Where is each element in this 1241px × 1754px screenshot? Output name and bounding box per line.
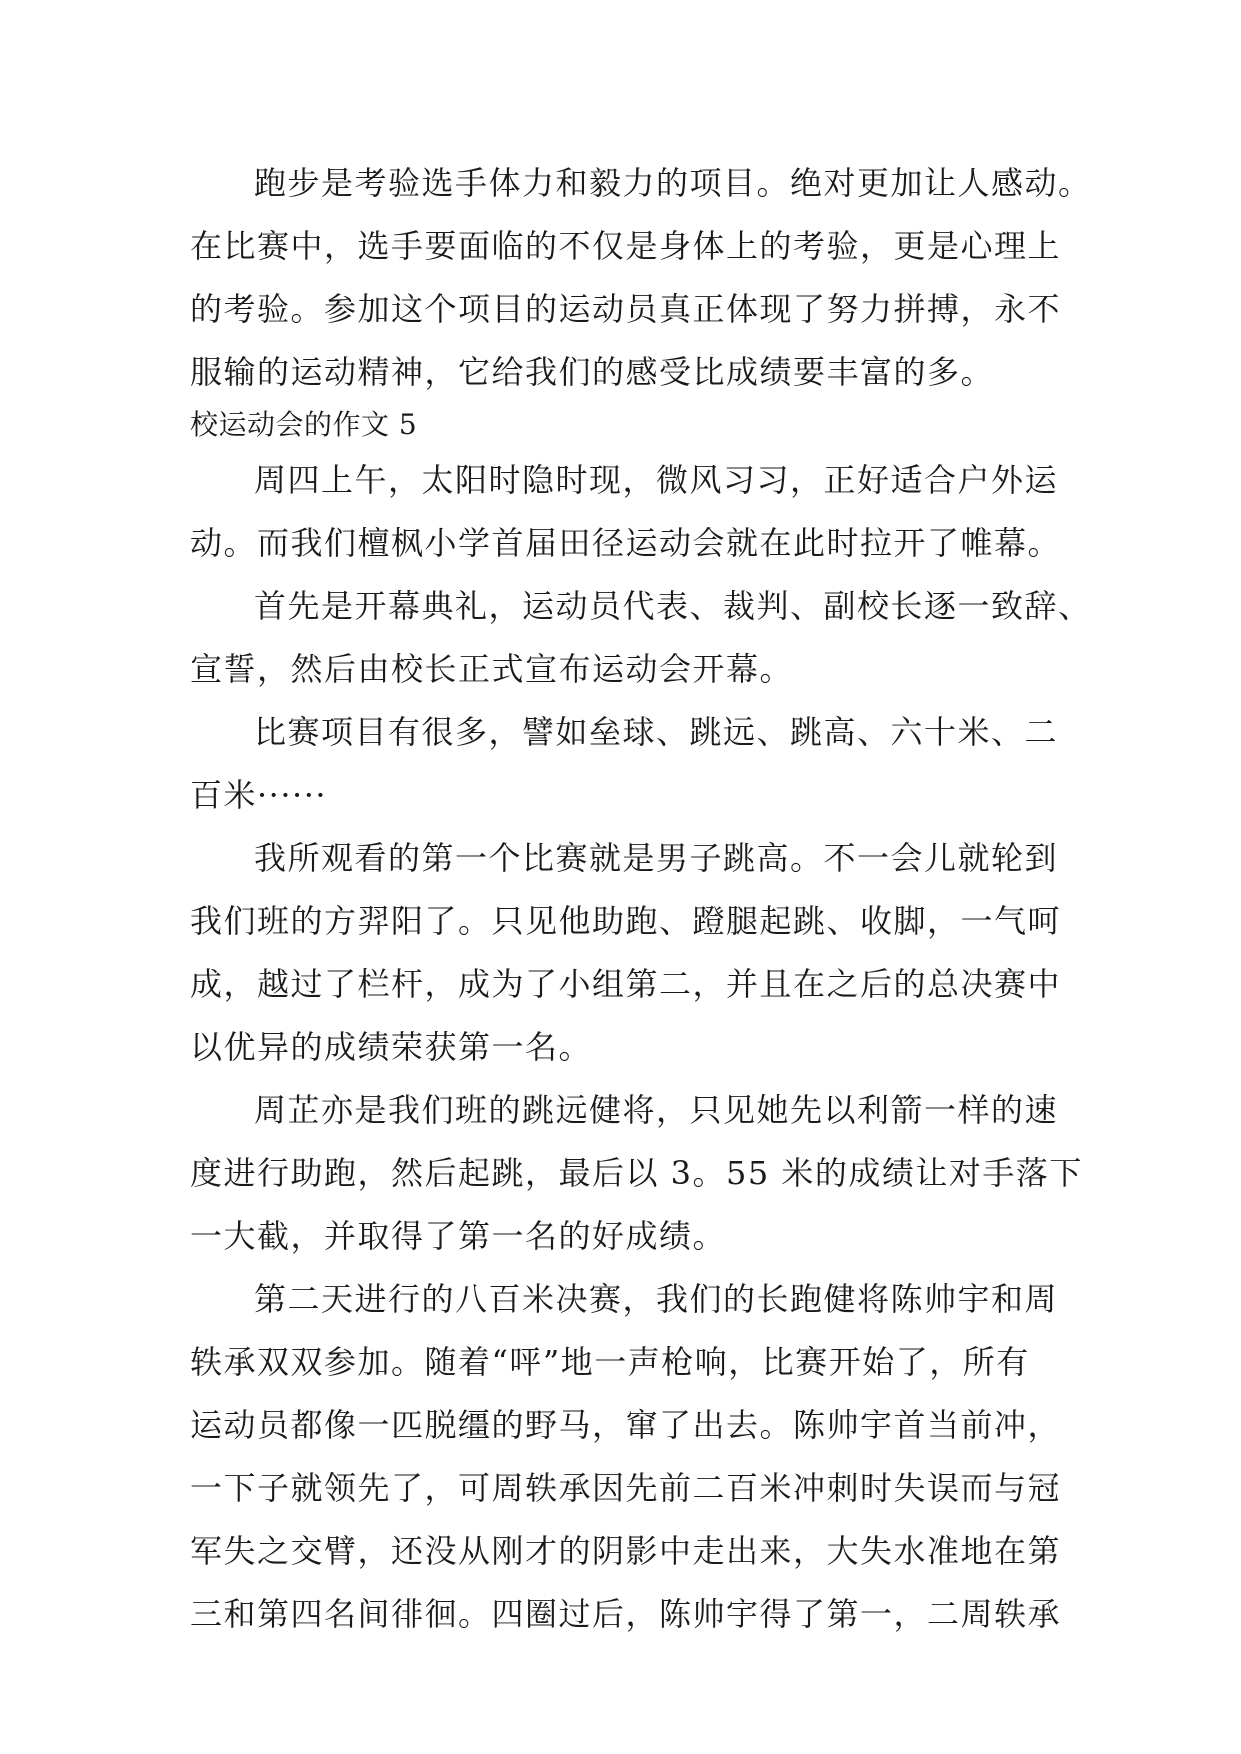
text-line: 服输的运动精神，它给我们的感受比成绩要丰富的多。 bbox=[190, 353, 995, 391]
text-line: 在比赛中，选手要面临的不仅是身体上的考验，更是心理上 bbox=[190, 227, 1062, 265]
text-line: 一下子就领先了，可周轶承因先前二百米冲刺时失误而与冠 bbox=[190, 1469, 1062, 1507]
section-heading: 校运动会的作文 5 bbox=[190, 408, 418, 441]
text-line: 我所观看的第一个比赛就是男子跳高。不一会儿就轮到 bbox=[254, 839, 1059, 877]
text-line: 轶承双双参加。随着“呯”地一声枪响，比赛开始了，所有 bbox=[190, 1343, 1030, 1381]
text-line: 动。而我们檀枫小学首届田径运动会就在此时拉开了帷幕。 bbox=[190, 524, 1062, 562]
text-line: 三和第四名间徘徊。四圈过后，陈帅宇得了第一，二周轶承 bbox=[190, 1595, 1062, 1633]
text-line: 以优异的成绩荣获第一名。 bbox=[190, 1028, 593, 1066]
text-line: 成，越过了栏杆，成为了小组第二，并且在之后的总决赛中 bbox=[190, 965, 1062, 1003]
text-line: 第二天进行的八百米决赛，我们的长跑健将陈帅宇和周 bbox=[254, 1280, 1059, 1318]
text-line: 宣誓，然后由校长正式宣布运动会开幕。 bbox=[190, 650, 794, 688]
text-line: 跑步是考验选手体力和毅力的项目。绝对更加让人感动。 bbox=[254, 164, 1092, 202]
text-line: 度进行助跑，然后起跳，最后以 3。55 米的成绩让对手落下 bbox=[190, 1154, 1083, 1192]
text-line: 首先是开幕典礼，运动员代表、裁判、副校长逐一致辞、 bbox=[254, 587, 1092, 625]
text-line: 比赛项目有很多，譬如垒球、跳远、跳高、六十米、二 bbox=[254, 713, 1059, 751]
text-line: 我们班的方羿阳了。只见他助跑、蹬腿起跳、收脚，一气呵 bbox=[190, 902, 1062, 940]
text-line: 的考验。参加这个项目的运动员真正体现了努力拼搏，永不 bbox=[190, 290, 1062, 328]
text-line: 周四上午，太阳时隐时现，微风习习，正好适合户外运 bbox=[254, 461, 1059, 499]
text-line: 军失之交臂，还没从刚才的阴影中走出来，大失水准地在第 bbox=[190, 1532, 1062, 1570]
text-line: 一大截，并取得了第一名的好成绩。 bbox=[190, 1217, 727, 1255]
text-line: 百米······ bbox=[190, 776, 328, 814]
text-line: 周芷亦是我们班的跳远健将，只见她先以利箭一样的速 bbox=[254, 1091, 1059, 1129]
text-line: 运动员都像一匹脱缰的野马，窜了出去。陈帅宇首当前冲， bbox=[190, 1406, 1062, 1444]
